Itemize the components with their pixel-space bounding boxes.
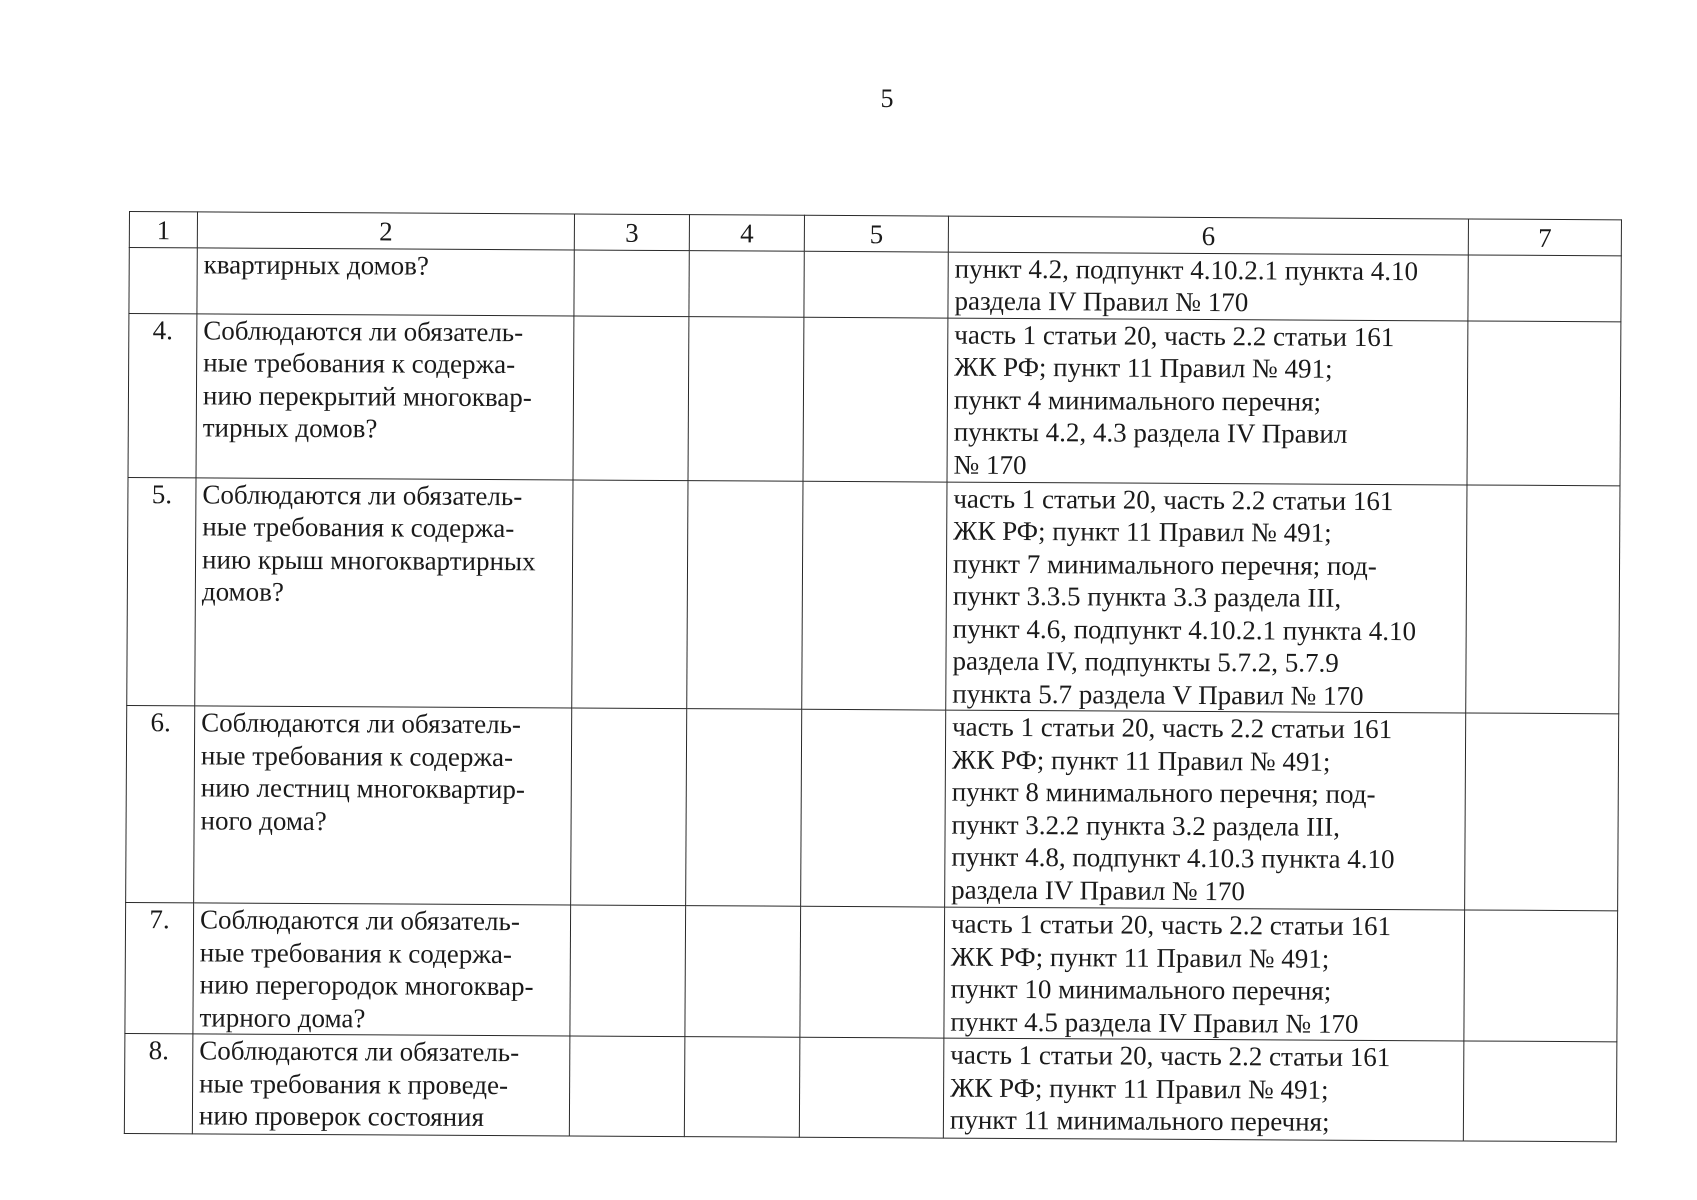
reference-cell — [944, 907, 1465, 1041]
empty-cell — [573, 315, 689, 480]
reference-line: пункт 4.2, подпункт 4.10.2.1 пункта 4.10 — [954, 253, 1419, 286]
table-row — [126, 705, 1619, 910]
reference-line: пункт 4.6, подпункт 4.10.2.1 пункта 4.10 — [952, 613, 1417, 646]
row-number: 7. — [125, 902, 194, 1033]
question-cell — [195, 477, 573, 708]
reference-cell — [946, 482, 1467, 713]
row-number: 5. — [127, 477, 196, 706]
question-cell — [192, 1034, 570, 1136]
reference-line: часть 1 статьи 20, часть 2.2 статьи 161 — [954, 319, 1395, 352]
question-line: нию перегородок многоквар- — [199, 969, 534, 1002]
empty-cell — [1463, 1041, 1617, 1142]
column-header-2: 2 — [197, 212, 574, 250]
table-row — [127, 477, 1620, 714]
question-line: домов? — [201, 576, 285, 607]
empty-cell — [1467, 320, 1621, 485]
question-line: нию лестниц многоквартир- — [200, 772, 526, 805]
question-line: Соблюдаются ли обязатель- — [201, 707, 522, 740]
question-cell — [197, 247, 574, 315]
column-header-4: 4 — [689, 215, 804, 251]
row-number: 6. — [126, 705, 195, 902]
column-header-3: 3 — [574, 214, 689, 250]
reference-line: пункт 4.5 раздела IV Правил № 170 — [950, 1006, 1359, 1039]
reference-cell — [943, 1038, 1464, 1141]
reference-line: раздела IV, подпункты 5.7.2, 5.7.9 — [952, 645, 1339, 678]
reference-line: пункт 4.8, подпункт 4.10.3 пункта 4.10 — [951, 841, 1395, 875]
empty-cell — [569, 1036, 685, 1137]
reference-line: часть 1 статьи 20, часть 2.2 статьи 161 — [953, 483, 1394, 516]
empty-cell — [570, 905, 686, 1037]
empty-cell — [801, 709, 946, 907]
page-number: 5 — [880, 84, 894, 113]
reference-line: раздела IV Правил № 170 — [951, 874, 1246, 906]
column-header-1: 1 — [129, 212, 197, 248]
empty-cell — [803, 317, 948, 482]
question-line: Соблюдаются ли обязатель- — [199, 1035, 520, 1068]
empty-cell — [1466, 484, 1620, 713]
reference-line: № 170 — [953, 449, 1027, 480]
empty-cell — [572, 479, 688, 708]
question-line: Соблюдаются ли обязатель- — [202, 478, 523, 511]
row-number — [129, 247, 197, 313]
question-line: тирных домов? — [202, 412, 378, 444]
table-row — [125, 902, 1618, 1041]
reference-line: часть 1 статьи 20, часть 2.2 статьи 161 — [952, 711, 1393, 745]
column-header-5: 5 — [804, 215, 948, 251]
reference-line: пункт 10 минимального перечня; — [950, 973, 1332, 1006]
reference-line: пункта 5.7 раздела V Правил № 170 — [952, 678, 1364, 711]
empty-cell — [685, 906, 801, 1038]
question-cell — [196, 313, 574, 479]
table-row — [124, 1033, 1617, 1141]
empty-cell — [684, 1037, 800, 1138]
reference-line: часть 1 статьи 20, часть 2.2 статьи 161 — [950, 908, 1392, 942]
empty-cell — [802, 481, 947, 710]
row-number: 8. — [124, 1033, 193, 1133]
checklist-table — [124, 211, 1622, 1142]
question-cell — [194, 706, 572, 905]
question-line: Соблюдаются ли обязатель- — [203, 314, 524, 347]
row-number: 4. — [128, 313, 197, 477]
reference-line: пункт 4 минимального перечня; — [953, 384, 1322, 417]
empty-cell — [1468, 254, 1621, 321]
question-line: ные требования к содержа- — [199, 936, 512, 969]
reference-line: ЖК РФ; пункт 11 Правил № 491; — [950, 1072, 1329, 1105]
question-line: нию крыш многоквартирных — [201, 543, 536, 576]
question-line: тирного дома? — [199, 1001, 366, 1033]
empty-cell — [688, 316, 804, 481]
question-line: ные требования к содержа- — [200, 739, 514, 772]
table-row — [129, 247, 1621, 321]
column-header-6: 6 — [948, 216, 1468, 254]
question-line: ные требования к проведе- — [199, 1067, 509, 1100]
empty-cell — [687, 480, 803, 709]
reference-line: пункт 8 минимального перечня; под- — [951, 776, 1376, 809]
question-line: квартирных домов? — [203, 248, 430, 281]
question-line: нию перекрытий многоквар- — [202, 379, 532, 412]
reference-line: пункт 11 минимального перечня; — [949, 1104, 1330, 1137]
reference-line: пункты 4.2, 4.3 раздела IV Правил — [953, 416, 1348, 449]
empty-cell — [574, 249, 689, 316]
question-line: ного дома? — [200, 804, 327, 836]
reference-line: часть 1 статьи 20, часть 2.2 статьи 161 — [950, 1039, 1391, 1073]
reference-line: ЖК РФ; пункт 11 Правил № 491; — [951, 744, 1331, 777]
empty-cell — [800, 906, 945, 1038]
empty-cell — [799, 1037, 944, 1138]
empty-cell — [571, 708, 687, 906]
empty-cell — [689, 250, 804, 317]
reference-line: ЖК РФ; пункт 11 Правил № 491; — [953, 515, 1332, 548]
empty-cell — [686, 709, 802, 907]
empty-cell — [1465, 713, 1619, 911]
question-line: Соблюдаются ли обязатель- — [199, 904, 520, 937]
question-cell — [193, 903, 571, 1036]
reference-cell — [947, 318, 1468, 485]
reference-line: раздела IV Правил № 170 — [954, 285, 1249, 318]
reference-line: пункт 7 минимального перечня; под- — [952, 548, 1377, 581]
reference-cell — [948, 252, 1468, 321]
question-line: ные требования к содержа- — [203, 347, 516, 380]
reference-cell — [945, 710, 1466, 910]
table-row — [128, 313, 1621, 485]
column-header-7: 7 — [1468, 219, 1621, 255]
empty-cell — [804, 251, 948, 318]
reference-line: пункт 3.2.2 пункта 3.2 раздела III, — [951, 809, 1340, 842]
reference-line: пункт 3.3.5 пункта 3.3 раздела III, — [952, 580, 1342, 613]
empty-cell — [1464, 910, 1618, 1042]
reference-line: ЖК РФ; пункт 11 Правил № 491; — [950, 941, 1330, 974]
reference-line: ЖК РФ; пункт 11 Правил № 491; — [954, 351, 1333, 384]
question-line: ные требования к содержа- — [202, 511, 515, 544]
question-line: нию проверок состояния — [198, 1100, 485, 1132]
